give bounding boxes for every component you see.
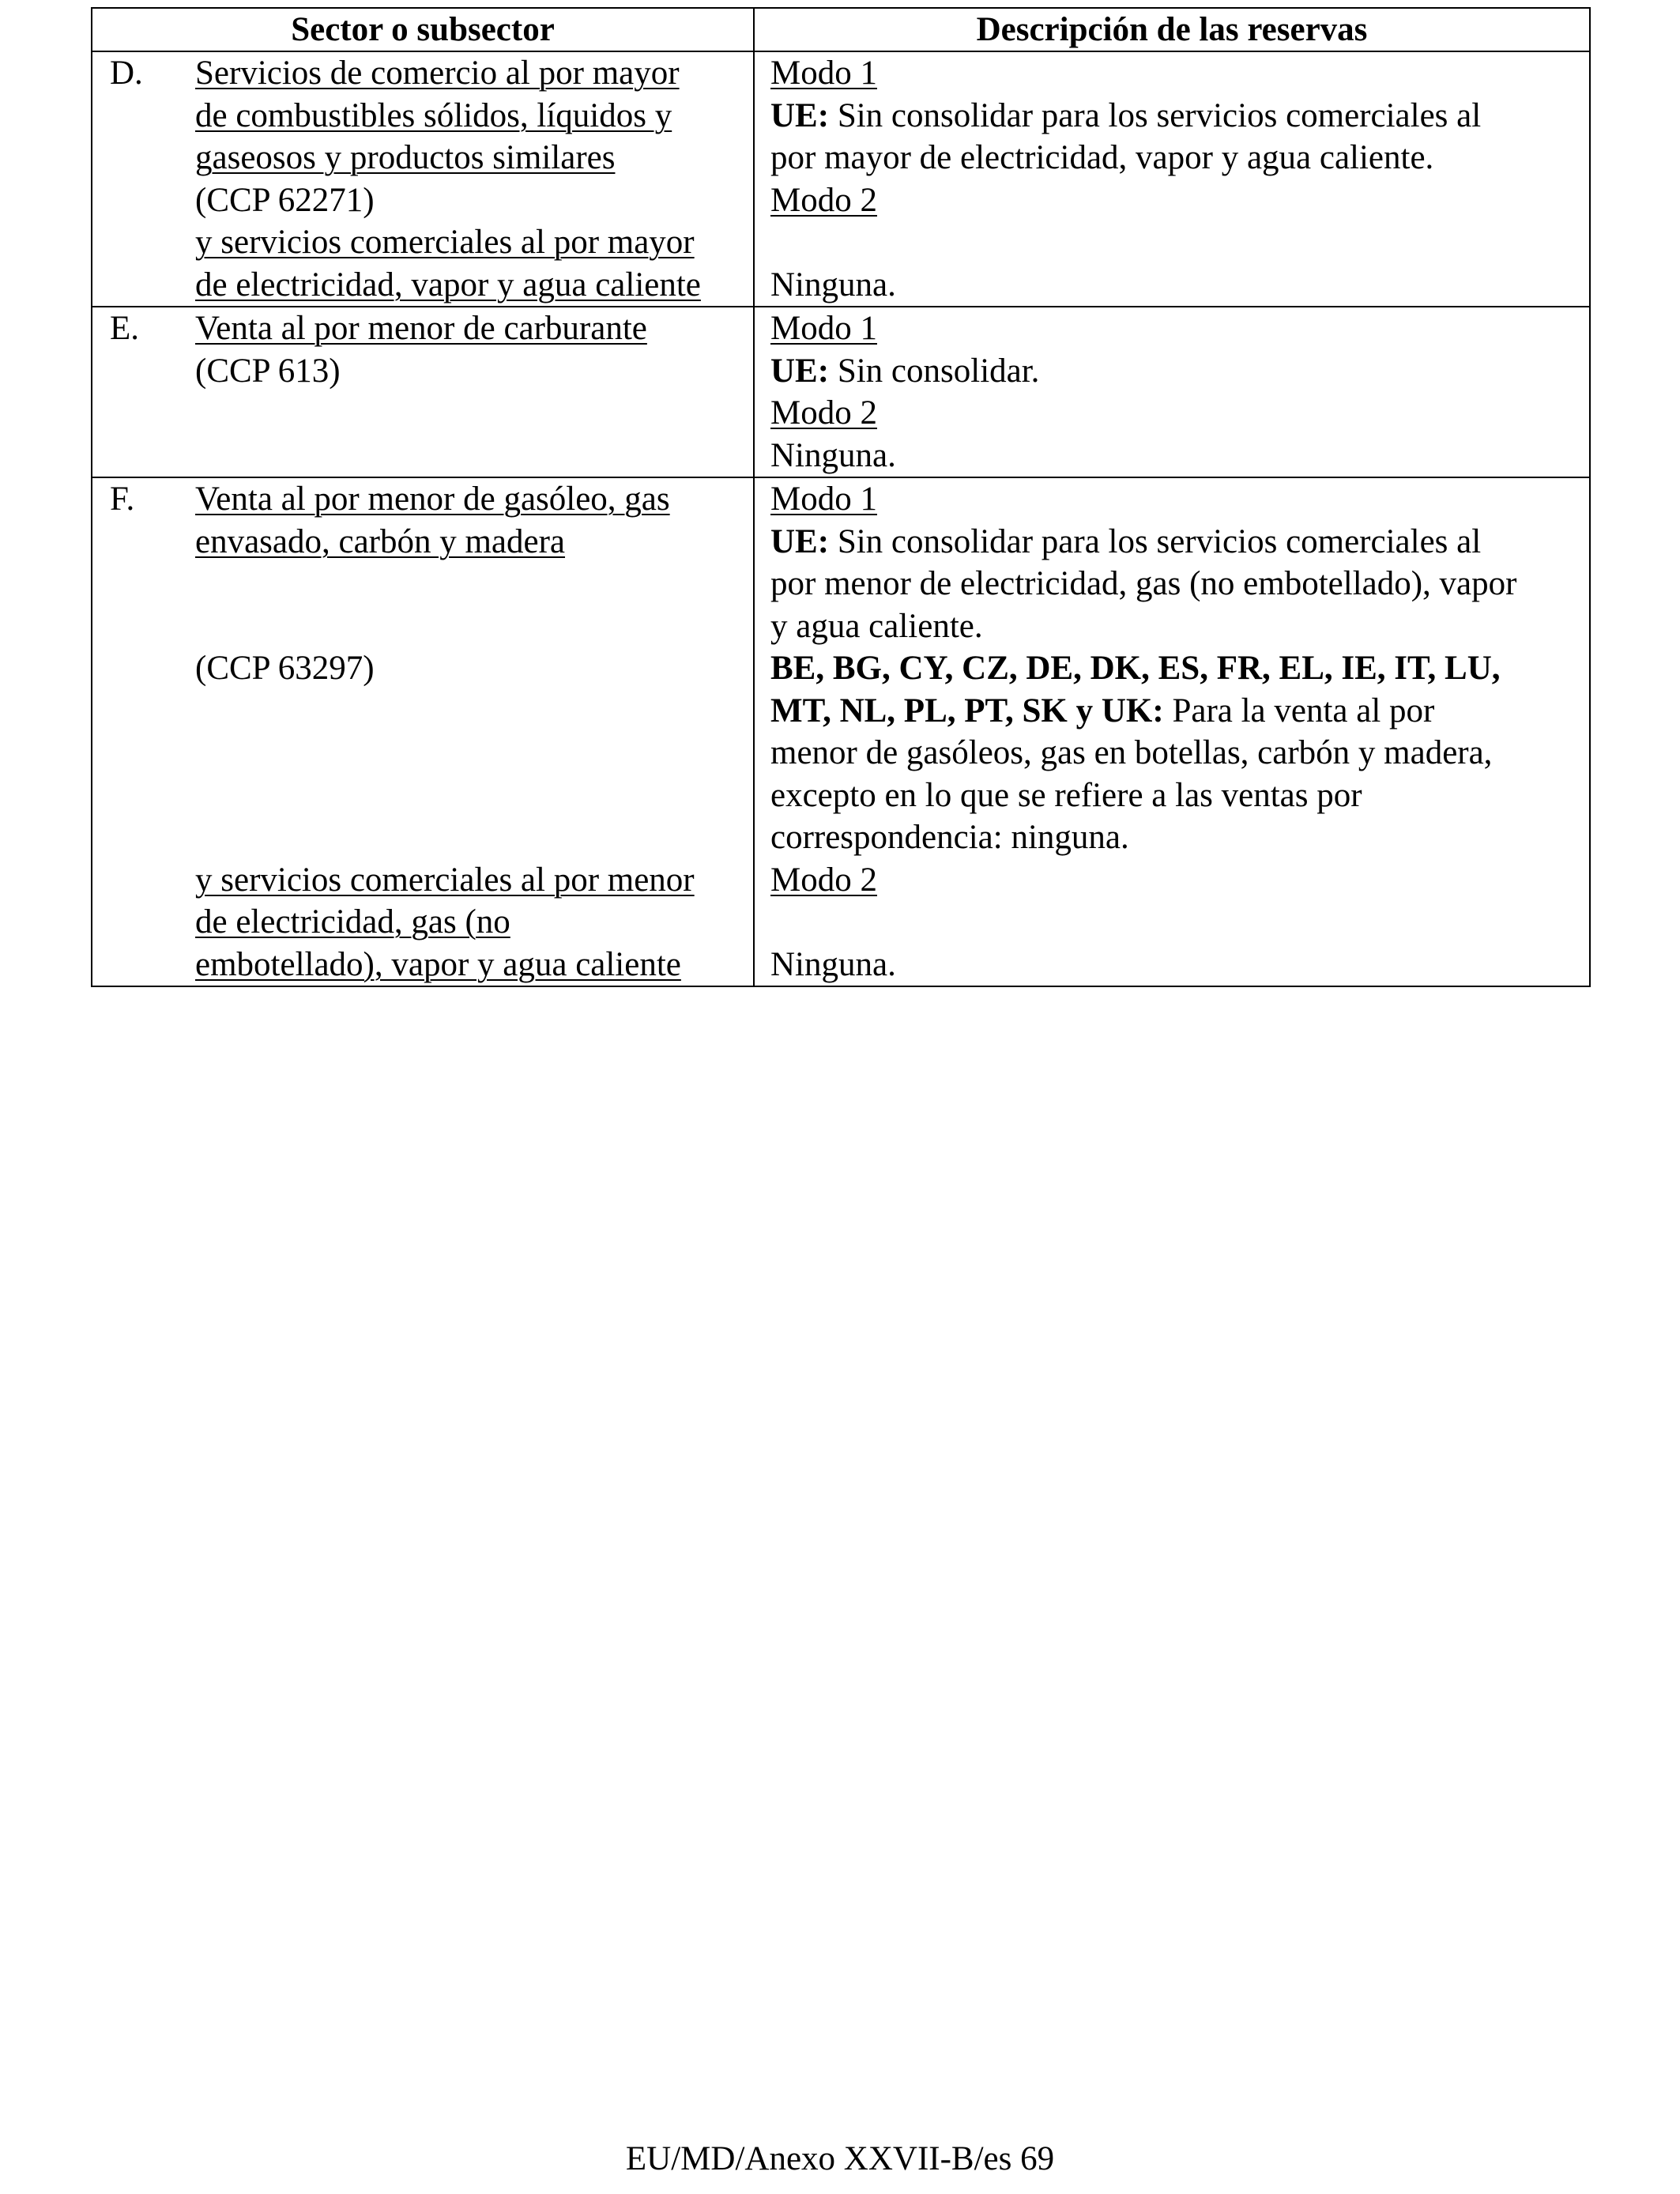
page-footer: EU/MD/Anexo XXVII-B/es 69 bbox=[625, 2140, 1055, 2177]
country-list: MT, NL, PL, PT, SK y UK: bbox=[770, 692, 1164, 729]
sector-text: y servicios comerciales al por mayor bbox=[195, 224, 695, 261]
row-letter: F. bbox=[110, 481, 135, 518]
header-sector: Sector o subsector bbox=[92, 8, 754, 51]
reservation-text: y agua caliente. bbox=[770, 607, 983, 645]
reservation-text: por mayor de electricidad, vapor y agua caliente. bbox=[770, 139, 1434, 176]
sector-text: Servicios de comercio al por mayor bbox=[195, 55, 680, 92]
country-list: BE, BG, CY, CZ, DE, DK, ES, FR, EL, IE, IT, LU, bbox=[770, 650, 1501, 687]
sector-text: de electricidad, gas (no bbox=[195, 903, 510, 941]
reservation-text: Sin consolidar para los servicios comerciales al bbox=[829, 96, 1482, 134]
row-letter: D. bbox=[110, 55, 143, 92]
table-row-d bbox=[92, 51, 1590, 307]
reservation-text: menor de gasóleos, gas en botellas, carbón y madera, bbox=[770, 734, 1493, 771]
ccp-code: (CCP 613) bbox=[195, 352, 341, 390]
row-letter: E. bbox=[110, 310, 140, 347]
reservation-text: Para la venta al por bbox=[1163, 692, 1435, 729]
sector-text: y servicios comerciales al por menor bbox=[195, 861, 695, 899]
modo-2-label: Modo 2 bbox=[770, 394, 877, 432]
reservation-text: correspondencia: ninguna. bbox=[770, 819, 1129, 856]
sector-text: gaseosos y productos similares bbox=[195, 139, 616, 176]
ccp-code: (CCP 62271) bbox=[195, 181, 375, 219]
sector-text: embotellado), vapor y agua caliente bbox=[195, 945, 681, 983]
modo-1-label: Modo 1 bbox=[770, 310, 877, 347]
sector-cell-e bbox=[92, 307, 754, 477]
sector-text: de combustibles sólidos, líquidos y bbox=[195, 96, 672, 134]
sector-text: Venta al por menor de gasóleo, gas bbox=[195, 481, 670, 518]
sector-text: Venta al por menor de carburante bbox=[195, 310, 647, 347]
modo-2-label: Modo 2 bbox=[770, 861, 877, 899]
reservation-text: Sin consolidar. bbox=[829, 352, 1040, 390]
sector-text: de electricidad, vapor y agua caliente bbox=[195, 266, 701, 303]
ninguna-text: Ninguna. bbox=[770, 266, 896, 303]
header-descripcion: Descripción de las reservas bbox=[754, 8, 1590, 51]
ccp-code: (CCP 63297) bbox=[195, 650, 375, 687]
table-header-row bbox=[92, 8, 1590, 51]
reservation-text: por menor de electricidad, gas (no embotellado), vapor bbox=[770, 565, 1517, 602]
reservation-text: Sin consolidar para los servicios comerciales al bbox=[829, 522, 1482, 560]
modo-1-label: Modo 1 bbox=[770, 55, 877, 92]
reservations-table bbox=[91, 7, 1591, 987]
desc-cell-f bbox=[754, 477, 1590, 986]
ninguna-text: Ninguna. bbox=[770, 436, 896, 474]
ue-label: UE: bbox=[770, 96, 830, 134]
ue-label: UE: bbox=[770, 352, 830, 390]
modo-1-label: Modo 1 bbox=[770, 481, 877, 518]
ninguna-text: Ninguna. bbox=[770, 945, 896, 983]
desc-cell-e bbox=[754, 307, 1590, 477]
table-row-e bbox=[92, 307, 1590, 477]
ue-label: UE: bbox=[770, 522, 830, 560]
desc-cell-d bbox=[754, 51, 1590, 307]
modo-2-label: Modo 2 bbox=[770, 181, 877, 219]
sector-cell-f bbox=[92, 477, 754, 986]
sector-text: envasado, carbón y madera bbox=[195, 522, 566, 560]
reservation-text: excepto en lo que se refiere a las ventas por bbox=[770, 776, 1362, 814]
sector-cell-d bbox=[92, 51, 754, 307]
table-row-f bbox=[92, 477, 1590, 986]
